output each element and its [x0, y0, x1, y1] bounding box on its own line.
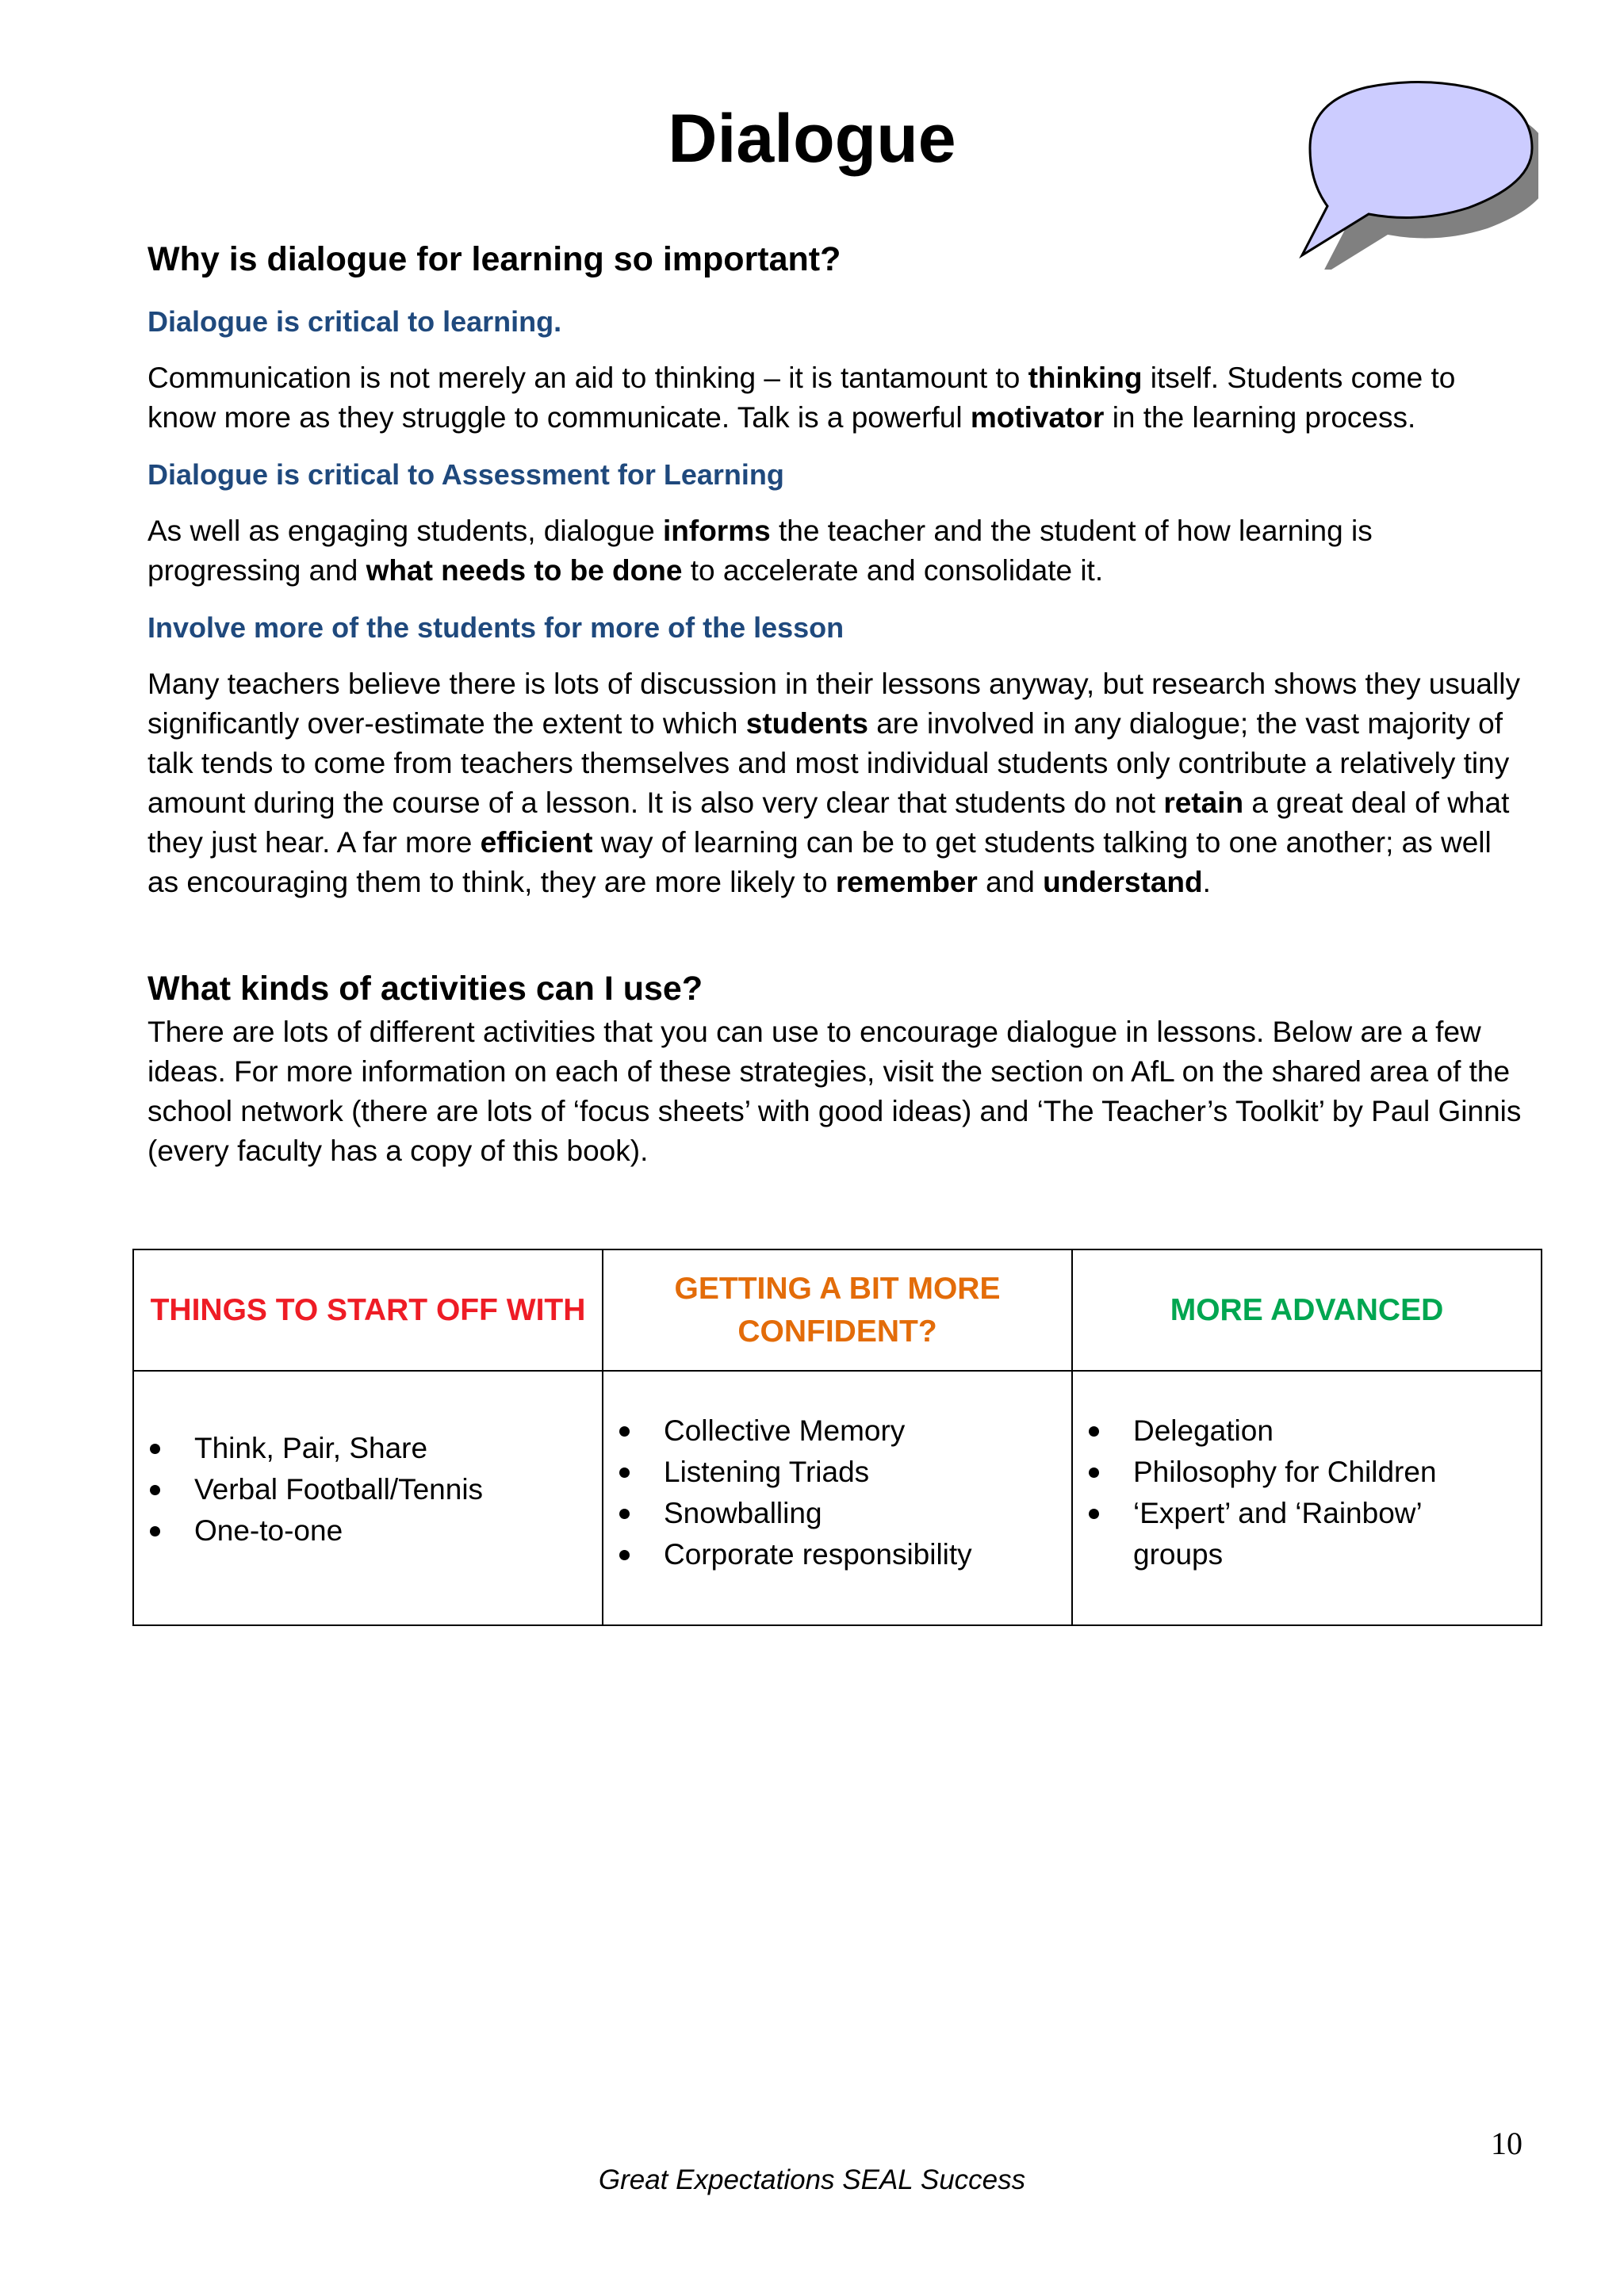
paragraph-activities: There are lots of different activities that you can use to encourage dialogue in lessons. Below are a few ideas. For more information on each of these strategies, visit the section on AfL on the shared area of the school network (there are lots of ‘focus sheets’ with good ideas) and ‘The Teacher’s Toolkit’ by Paul Ginnis (every faculty has a copy of this book).	[147, 1016, 1522, 1167]
activities-table	[132, 1249, 1542, 1626]
column-header-start: THINGS TO START OFF WITH	[150, 1292, 586, 1327]
page-title: Dialogue	[668, 101, 956, 177]
list-item: Think, Pair, Share	[145, 1428, 597, 1469]
list-item: ‘Expert’ and ‘Rainbow’ groups	[1084, 1493, 1512, 1575]
list-item: Verbal Football/Tennis	[145, 1469, 597, 1510]
subheading-involve-students: Involve more of the students for more of the lesson	[147, 611, 845, 644]
list-item: Listening Triads	[615, 1452, 1067, 1493]
paragraph-communication: Communication is not merely an aid to thinking – it is tantamount to thinking itself. Students come to know more as they struggle to communicate. Talk is a powerful motivator in the learning process.	[147, 362, 1456, 434]
speech-bubble-icon	[1285, 79, 1538, 270]
subheading-critical-afl: Dialogue is critical to Assessment for Learning	[147, 458, 784, 491]
list-item: Corporate responsibility	[615, 1534, 1067, 1575]
list-item: Delegation	[1084, 1410, 1512, 1452]
list-item: Collective Memory	[615, 1410, 1067, 1452]
page-number: 10	[1491, 2126, 1522, 2161]
paragraph-many-teachers: Many teachers believe there is lots of discussion in their lessons anyway, but research shows they usually significantly over-estimate the extent to which students are involved in any dialogue; the vast majority of talk tends to come from teachers themselves and most individual students only contribute a relatively tiny amount during the course of a lesson. It is also very clear that students do not retain a great deal of what they just hear. A far more efficient way of learning can be to get students talking to one another; as well as encouraging them to think, they are more likely to remember and understand.	[147, 668, 1520, 898]
subheading-critical-learning: Dialogue is critical to learning.	[147, 305, 562, 338]
column-advanced-list	[1084, 1410, 1512, 1575]
page-footer: Great Expectations SEAL Success	[598, 2164, 1026, 2195]
column-confident-list	[615, 1410, 1067, 1575]
column-start-list	[145, 1428, 597, 1552]
list-item: One-to-one	[145, 1510, 597, 1552]
column-header-confident: GETTING A BIT MORE CONFIDENT?	[674, 1271, 1001, 1349]
column-header-advanced: MORE ADVANCED	[1170, 1292, 1444, 1327]
section-heading-activities: What kinds of activities can I use?	[147, 970, 703, 1008]
section-heading-why: Why is dialogue for learning so important?	[147, 240, 841, 278]
paragraph-engaging: As well as engaging students, dialogue informs the teacher and the student of how learning is progressing and what needs to be done to accelerate and consolidate it.	[147, 515, 1373, 587]
list-item: Philosophy for Children	[1084, 1452, 1512, 1493]
list-item: Snowballing	[615, 1493, 1067, 1534]
